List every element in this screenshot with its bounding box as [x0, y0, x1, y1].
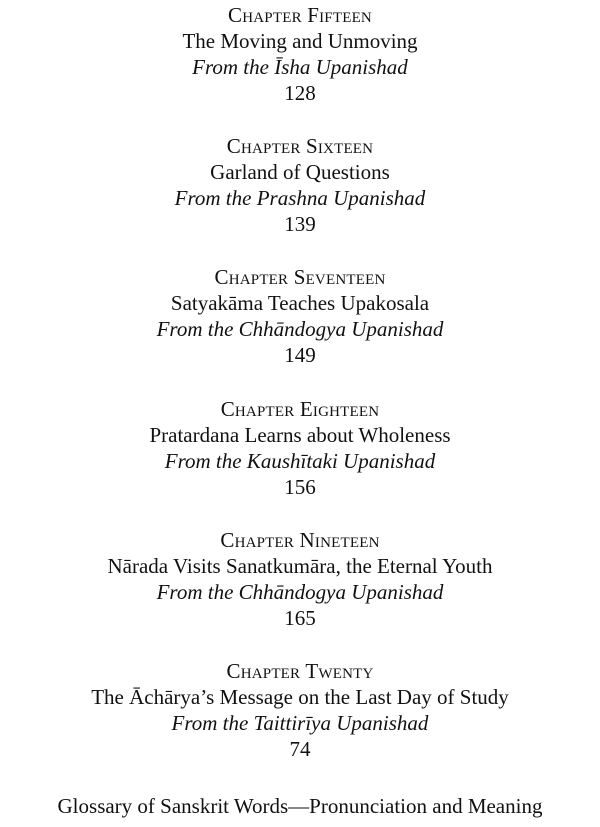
chapter-heading: Chapter Eighteen — [220, 397, 380, 421]
chapter-heading: Chapter Twenty — [226, 659, 374, 683]
chapter-source: From the Taittirīya Upanishad — [171, 711, 429, 735]
toc-entry-glossary — [0, 793, 600, 819]
chapter-page-number: 156 — [284, 475, 316, 499]
toc-entry-chapter-18 — [0, 396, 600, 500]
chapter-page-number: 128 — [284, 81, 316, 105]
chapter-title: Satyakāma Teaches Upakosala — [170, 291, 430, 315]
chapter-page-number: 139 — [284, 212, 316, 236]
chapter-source: From the Īsha Upanishad — [192, 55, 408, 79]
glossary-title: Glossary of Sanskrit Words—Pronunciation and Meaning — [57, 794, 543, 818]
chapter-heading: Chapter Fifteen — [228, 3, 372, 27]
toc-entry-chapter-19 — [0, 527, 600, 631]
toc-entry-chapter-16 — [0, 133, 600, 237]
chapter-title: Nārada Visits Sanatkumāra, the Eternal Youth — [107, 554, 493, 578]
chapter-title: The Āchārya’s Message on the Last Day of Study — [91, 685, 509, 709]
chapter-title: Pratardana Learns about Wholeness — [149, 423, 451, 447]
chapter-title: Garland of Questions — [210, 160, 390, 184]
toc-entry-chapter-17 — [0, 264, 600, 368]
toc-entry-chapter-20 — [0, 658, 600, 762]
chapter-page-number: 74 — [289, 737, 311, 761]
toc-entry-chapter-15 — [0, 2, 600, 106]
chapter-source: From the Chhāndogya Upanishad — [156, 580, 444, 604]
chapter-title: The Moving and Unmoving — [182, 29, 418, 53]
chapter-source: From the Kaushītaki Upanishad — [164, 449, 436, 473]
chapter-heading: Chapter Sixteen — [226, 134, 374, 158]
chapter-page-number: 149 — [284, 343, 316, 367]
chapter-heading: Chapter Seventeen — [214, 265, 386, 289]
chapter-heading: Chapter Nineteen — [220, 528, 380, 552]
chapter-page-number: 165 — [284, 606, 316, 630]
chapter-source: From the Prashna Upanishad — [174, 186, 426, 210]
chapter-source: From the Chhāndogya Upanishad — [156, 317, 444, 341]
